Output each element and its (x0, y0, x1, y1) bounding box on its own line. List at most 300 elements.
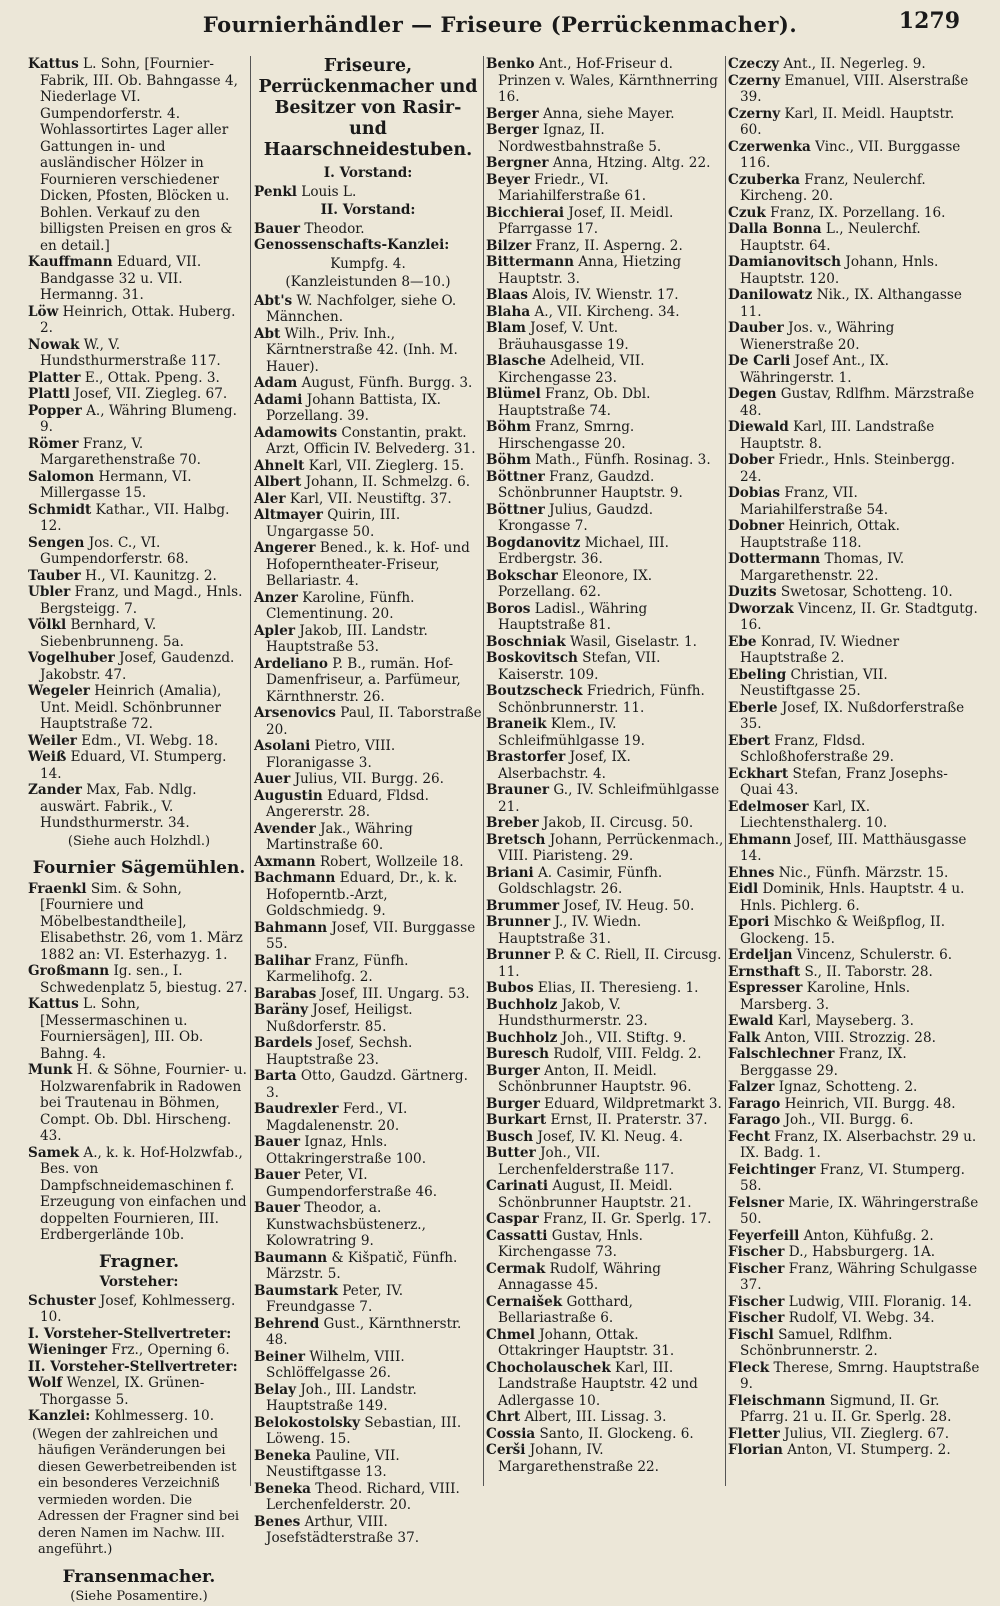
entry-surname: Degen (728, 386, 777, 402)
entry-surname: Bicchierai (486, 204, 565, 221)
entry-details: Friedr., Hnls. Steinbergg. 24. (740, 452, 955, 485)
entry-details: Johann, II. Schmelzg. 6. (301, 474, 471, 490)
entry-details: Anton, Kühfußg. 2. (799, 1227, 934, 1244)
entry-details: Hermann, VI. Millergasse 15. (40, 468, 192, 501)
entry-details: A., VII. Kircheng. 34. (530, 303, 680, 320)
directory-entry (28, 568, 250, 585)
entry-surname: Nowak (28, 336, 80, 353)
directory-entry (28, 304, 250, 337)
directory-entry (28, 1326, 250, 1343)
entry-surname: Damianovitsch (728, 254, 842, 270)
entry-details: P. B., rumän. Hof-Damenfriseur, a. Parfümeur, Kärnthnerstr. 26. (266, 655, 461, 705)
entry-details: Franz, VII. Mariahilferstraße 54. (740, 485, 889, 518)
column-rule (725, 56, 726, 1486)
directory-entry (28, 502, 250, 535)
entry-details: Michael, III. Erdbergstr. 36. (498, 534, 669, 567)
entry-surname: Edelmoser (728, 798, 809, 815)
directory-entry (254, 1349, 482, 1382)
entry-details: Arthur, VIII. Josefstädterstraße 37. (266, 1513, 420, 1546)
entry-details: Anton, II. Meidl. Schönbrunner Hauptstr. 96. (498, 1062, 692, 1095)
directory-entry (486, 749, 724, 782)
directory-entry (28, 1342, 250, 1359)
entry-details: Jakob, II. Circusg. 50. (538, 815, 694, 831)
entry-details: Johann, Perrückenmach., VIII. Piaristeng. 29. (498, 831, 724, 864)
entry-details: Jak., Währing Martinstraße 60. (266, 820, 413, 853)
entry-surname: Kattus (28, 996, 79, 1012)
entry-details: Eduard, Dr., k. k. Hofoperntb.-Arzt, Goldschmiedg. 9. (266, 870, 458, 919)
entry-surname: Sengen (28, 534, 85, 551)
entry-details: W., V. Hundsthurmerstraße 117. (40, 336, 221, 369)
entry-details: Stefan, VII. Kaiserstr. 109. (498, 650, 661, 683)
entry-details: A. Casimir, Fünfh. Goldschlagstr. 26. (498, 864, 663, 897)
directory-entry (486, 172, 724, 205)
entry-surname: Vogelhuber (28, 650, 115, 666)
entry-surname: Auer (254, 771, 291, 787)
entry-surname: Eidl (728, 881, 759, 897)
entry-surname: Czerny (728, 105, 781, 122)
entry-details: Wasil, Giselastr. 1. (565, 633, 697, 650)
entry-details: Josef, VII. Burggasse 55. (266, 919, 476, 952)
entry-surname: Bokschar (486, 567, 558, 584)
entry-surname: Ahnelt (254, 457, 305, 474)
entry-details: Kathar., VII. Halbg. 12. (40, 501, 230, 534)
entry-list (28, 1293, 250, 1425)
entry-surname: Wieninger (28, 1342, 108, 1358)
directory-entry (728, 964, 980, 981)
entry-surname: Buchholz (486, 1029, 558, 1046)
entry-surname: Czerwenka (728, 138, 811, 155)
entry-details: Johann, IV. Margarethenstraße 22. (498, 1442, 659, 1475)
entry-details: G., IV. Schleifmühlgasse 21. (498, 782, 720, 815)
entry-surname: Fischer (728, 1310, 785, 1326)
entry-surname: Chmel (486, 1326, 535, 1343)
entry-list (28, 881, 250, 1244)
entry-surname: Fecht (728, 1128, 770, 1145)
entry-details: Ant., Hof-Friseur d. Prinzen v. Wales, Kärnthnerring 16. (498, 56, 718, 105)
entry-surname: Burger (486, 1095, 540, 1112)
entry-details: Alois, IV. Wienstr. 17. (527, 287, 679, 303)
directory-entry (254, 1382, 482, 1415)
directory-entry (728, 73, 980, 106)
directory-entry (254, 870, 482, 920)
entry-surname: Adamowits (254, 424, 338, 441)
directory-entry (728, 106, 980, 139)
entry-details: Nic., Fünfh. Märzstr. 15. (774, 864, 949, 881)
column-1 (28, 56, 250, 1604)
directory-entry (728, 221, 980, 254)
entry-surname: Erdeljan (728, 947, 793, 963)
directory-entry (254, 738, 482, 771)
section-heading-friseure: Friseure, Perrückenmacher und Besitzer von Rasir- und Haarschneidestuben. (258, 56, 478, 160)
entry-details: Franz, Ob. Dbl. Hauptstraße 74. (498, 386, 651, 419)
entry-surname: Czerny (728, 72, 781, 89)
entry-surname: Apler (254, 622, 296, 639)
entry-details: Joh., III. Landstr. Hauptstraße 149. (266, 1381, 417, 1414)
kanzlei-hours: (Kanzleistunden 8—10.) (285, 274, 451, 290)
entry-surname: Boskovitsch (486, 650, 578, 666)
entry-surname: Burger (486, 1062, 540, 1079)
running-head: Fournierhändler — Friseure (Perrückenmacher). (202, 12, 798, 37)
entry-details: Pauline, VII. Neustiftgasse 13. (266, 1447, 400, 1480)
entry-surname: Balihar (254, 952, 311, 969)
entry-details: Adelheid, VII. Kirchengasse 23. (498, 353, 645, 386)
entry-details: Franz, II. Gr. Sperlg. 17. (538, 1211, 712, 1227)
directory-entry (486, 320, 724, 353)
directory-entry (254, 540, 482, 590)
entry-surname: Epori (728, 914, 770, 930)
entry-details: Anton, VI. Stumperg. 2. (782, 1442, 951, 1458)
directory-entry (28, 617, 250, 650)
entry-surname: Bergner (486, 155, 549, 171)
directory-entry (28, 56, 250, 254)
entry-surname: Chrt (486, 1409, 521, 1425)
entry-surname: Cerši (486, 1442, 526, 1458)
entry-surname: Weiß (28, 749, 67, 765)
entry-details: Franz, und Magd., Hnls. Bergsteigg. 7. (40, 584, 243, 617)
entry-details: Franz, Gaudzd. Schönbrunner Hauptstr. 9. (498, 468, 683, 501)
entry-surname: Adam (254, 375, 298, 391)
entry-details: Heinrich (Amalia), Unt. Meidl. Schönbrunner Hauptstraße 72. (40, 683, 222, 732)
entry-list (486, 56, 724, 1475)
entry-surname: Albert (254, 474, 302, 490)
entry-surname: Dobias (728, 485, 780, 501)
entry-details: Gust., Kärnthnerstr. 48. (266, 1315, 462, 1348)
entry-details: Mischko & Weißpflog, II. Glockeng. 15. (740, 914, 946, 947)
entry-surname: Bilzer (486, 237, 532, 254)
directory-entry (254, 507, 482, 540)
entry-details: Ig. sen., I. Schwedenplatz 5, biestug. 27. (40, 963, 248, 996)
directory-entry (486, 683, 724, 716)
directory-entry (486, 1294, 724, 1327)
entry-surname: Bardels (254, 1035, 313, 1051)
entry-details: Samuel, Rdlfhm. Schönbrunnerstr. 2. (740, 1326, 893, 1359)
entry-surname: Axmann (254, 853, 316, 870)
directory-entry (486, 254, 724, 287)
directory-entry (486, 997, 724, 1030)
directory-entry (728, 320, 980, 353)
entry-details: Anna, Htzing. Altg. 22. (548, 155, 711, 171)
directory-entry (254, 1250, 482, 1283)
directory-entry (28, 782, 250, 832)
directory-entry (728, 452, 980, 485)
entry-surname: Farago (728, 1095, 781, 1112)
directory-entry (254, 821, 482, 854)
directory-entry (486, 502, 724, 535)
entry-details: Sigmund, II. Gr. Pfarrg. 21 u. II. Gr. Sperlg. 28. (740, 1392, 952, 1425)
entry-surname: Aler (254, 490, 286, 507)
entry-surname: Ardeliano (254, 655, 328, 672)
entry-details: Otto, Gaudzd. Gärtnerg. 3. (266, 1068, 468, 1101)
entry-details: Theodor, a. Kunstwachsbüstenerz., Kolowratring 9. (266, 1200, 426, 1249)
directory-entry (486, 650, 724, 683)
entry-surname: Ehmann (728, 831, 792, 848)
entry-surname: Blaha (486, 303, 531, 320)
entry-surname: Bauer (254, 1167, 300, 1183)
directory-entry (254, 326, 482, 376)
directory-entry (728, 865, 980, 882)
entry-surname: Buresch (486, 1046, 549, 1062)
vorstand-1-entry: Penkl Louis L. (254, 183, 357, 200)
directory-entry (254, 425, 482, 458)
entry-list (254, 293, 482, 1547)
entry-details: Heinrich, Ottak. Hauptstraße 118. (740, 518, 900, 551)
entry-details: Karl, II. Meidl. Hauptstr. 60. (740, 105, 955, 138)
directory-entry (254, 293, 482, 326)
directory-entry (486, 238, 724, 255)
directory-entry (486, 1178, 724, 1211)
directory-entry (486, 914, 724, 947)
entry-details: Nik., IX. Althangasse 11. (740, 287, 962, 320)
entry-surname: Abt's (254, 292, 293, 309)
directory-entry (486, 1145, 724, 1178)
entry-details: Eduard, VI. Stumperg. 14. (40, 749, 227, 782)
directory-entry (728, 733, 980, 766)
directory-entry (486, 535, 724, 568)
entry-details: Thomas, IV. Margarethenstr. 22. (740, 551, 905, 584)
entry-details: Johann, Ottak. Ottakringer Hauptstr. 31. (498, 1326, 675, 1359)
entry-surname: Bretsch (486, 831, 546, 848)
entry-details: Karl, VII. Zieglerg. 15. (304, 457, 465, 474)
directory-entry (728, 386, 980, 419)
directory-entry (728, 1426, 980, 1443)
page-header (0, 0, 1000, 48)
entry-surname: Adami (254, 391, 303, 408)
entry-details: Konrad, IV. Wiedner Hauptstraße 2. (740, 633, 900, 666)
entry-surname: Blaas (486, 287, 528, 303)
directory-entry (254, 705, 482, 738)
entry-details: Marie, IX. Währingerstraße 50. (740, 1194, 979, 1227)
cross-reference-note: (Siehe Posamentire.) (70, 1589, 208, 1604)
directory-entry (486, 1261, 724, 1294)
entry-details: S., II. Taborstr. 28. (800, 963, 933, 980)
directory-entry (728, 139, 980, 172)
directory-entry (486, 1046, 724, 1063)
entry-surname: Avender (254, 820, 316, 837)
directory-entry (28, 254, 250, 304)
entry-details: Josef, IX. Alserbachstr. 4. (498, 749, 631, 782)
entry-surname: Feyerfeill (728, 1227, 800, 1244)
entry-surname: Bauer (254, 1200, 300, 1216)
entry-details: Santo, II. Glockeng. 6. (535, 1425, 694, 1442)
entry-details: Wilh., Priv. Inh., Kärntnerstraße 42. (Inh. M. Hauer). (266, 325, 458, 375)
entry-surname: Duzits (728, 584, 777, 600)
entry-surname: Fraenkl (28, 880, 87, 897)
entry-surname: Behrend (254, 1315, 320, 1332)
directory-entry (28, 403, 250, 436)
directory-entry (28, 1359, 250, 1376)
directory-entry (254, 1514, 482, 1547)
entry-surname: Römer (28, 435, 79, 452)
directory-entry (254, 392, 482, 425)
directory-entry (728, 1030, 980, 1047)
entry-details: Josef, IX. Nußdorferstraße 35. (740, 699, 965, 732)
directory-entry (486, 155, 724, 172)
entry-surname: Belay (254, 1381, 297, 1398)
entry-details: Robert, Wollzeile 18. (315, 853, 464, 870)
entry-details: Julius, VII. Burgg. 26. (290, 771, 444, 787)
entry-details: Quirin, III. Ungargasse 50. (266, 507, 401, 540)
entry-details: L., Neulerchf. Hauptstr. 64. (740, 221, 921, 254)
entry-details: Josef Ant., IX. Währingerstr. 1. (740, 353, 889, 386)
entry-details: Jos. v., Währing Wienerstraße 20. (740, 320, 895, 353)
entry-surname: Dworzak (728, 600, 794, 617)
directory-entry (486, 353, 724, 386)
entry-details: Anna, siehe Mayer. (538, 105, 675, 122)
entry-surname: Eberle (728, 699, 778, 716)
directory-entry (254, 1316, 482, 1349)
entry-surname: Abt (254, 325, 281, 342)
directory-entry (728, 1310, 980, 1327)
entry-surname: Cassatti (486, 1227, 548, 1244)
entry-details: Heinrich, VII. Burgg. 48. (780, 1095, 956, 1112)
directory-entry (254, 1134, 482, 1167)
directory-entry (728, 667, 980, 700)
entry-details: Therese, Smrng. Hauptstraße 9. (740, 1359, 980, 1392)
directory-entry (486, 1409, 724, 1426)
entry-details: Albert, III. Lissag. 3. (520, 1409, 667, 1425)
entry-surname: Eckhart (728, 765, 789, 782)
entry-details: Jakob, III. Landstr. Hauptstraße 53. (266, 622, 428, 655)
entry-surname: Weiler (28, 732, 77, 749)
entry-details: Ignaz, II. Nordwestbahnstraße 5. (498, 122, 662, 155)
entry-surname: Felsner (728, 1194, 785, 1211)
entry-details: Julius, VII. Zieglerg. 67. (779, 1425, 950, 1442)
entry-surname: Brunner (486, 914, 551, 930)
directory-entry (486, 205, 724, 238)
directory-entry (28, 436, 250, 469)
directory-entry (728, 287, 980, 320)
directory-entry (728, 832, 980, 865)
directory-entry (254, 1068, 482, 1101)
entry-surname: Czeczy (728, 56, 780, 72)
entry-details: Math., Fünfh. Rosinag. 3. (530, 452, 711, 468)
directory-entry (486, 832, 724, 865)
entry-details: Vinc., VII. Burggasse 116. (740, 138, 961, 171)
directory-entry (728, 551, 980, 584)
entry-details: Josef, Gaudenzd. Jakobstr. 47. (40, 650, 235, 683)
entry-details: W. Nachfolger, siehe O. Männchen. (266, 292, 457, 325)
entry-surname: Baumann (254, 1249, 328, 1266)
directory-entry (254, 986, 482, 1003)
entry-surname: Cossia (486, 1425, 536, 1442)
entry-surname: Ehnes (728, 864, 775, 881)
entry-details: Friedr., VI. Mariahilferstraße 61. (498, 171, 647, 204)
directory-entry (254, 920, 482, 953)
entry-details: Emanuel, VIII. Alserstraße 39. (740, 72, 969, 105)
directory-entry (28, 1145, 250, 1244)
entry-surname: Beneka (254, 1480, 311, 1497)
directory-entry (28, 963, 250, 996)
entry-details: H. & Söhne, Fournier- u. Holzwarenfabrik in Radowen bei Trautenau in Böhmen, Compt. Ob. Dbl. Hirscheng. 43. (40, 1062, 247, 1144)
entry-surname: De Carli (728, 353, 791, 369)
entry-details: Karoline, Hnls. Marsberg. 3. (740, 980, 911, 1013)
entry-surname: Dauber (728, 320, 784, 336)
directory-entry (728, 1013, 980, 1030)
entry-surname: Fischl (728, 1326, 774, 1343)
entry-details: Franz, Fünfh. Karmelihofg. 2. (266, 952, 409, 985)
directory-entry (728, 1162, 980, 1195)
entry-details: Wilhelm, VIII. Schlöffelgasse 26. (266, 1348, 405, 1381)
directory-entry (728, 353, 980, 386)
entry-details: Karl, IX. Liechtensthalerg. 10. (740, 798, 888, 831)
entry-surname: Großmann (28, 963, 110, 979)
directory-entry (728, 1442, 980, 1459)
entry-details: Josef, Kohlmesserg. 10. (40, 1292, 236, 1325)
directory-entry (728, 799, 980, 832)
entry-surname: Zander (28, 782, 82, 798)
directory-entry (254, 1035, 482, 1068)
directory-entry (728, 1393, 980, 1426)
entry-details: Wenzel, IX. Grünen-Thorgasse 5. (40, 1375, 205, 1408)
directory-entry (486, 634, 724, 651)
entry-details: Josef, III. Matthäusgasse 14. (740, 831, 967, 864)
entry-surname: Benko (486, 56, 535, 72)
entry-details: P. & C. Riell, II. Circusg. 11. (498, 947, 722, 980)
directory-entry (254, 771, 482, 788)
directory-entry (486, 1211, 724, 1228)
entry-details: Pietro, VIII. Floranigasse 3. (266, 738, 396, 771)
directory-entry (254, 788, 482, 821)
directory-entry (28, 881, 250, 964)
directory-entry (486, 815, 724, 832)
entry-surname: Kanzlei: (28, 1408, 91, 1424)
entry-details: Ludwig, VIII. Floranig. 14. (784, 1293, 972, 1310)
directory-entry (486, 947, 724, 980)
directory-entry (486, 106, 724, 123)
entry-details: Karl, III. Landstraße Hauptstr. 42 und Adlergasse 10. (498, 1359, 698, 1409)
directory-entry (486, 1096, 724, 1113)
column-rule (250, 56, 251, 1486)
directory-entry (486, 568, 724, 601)
directory-entry (728, 766, 980, 799)
directory-entry (728, 254, 980, 287)
entry-details: Edm., VI. Webg. 18. (76, 732, 219, 749)
entry-details: Eleonore, IX. Porzellang. 62. (498, 567, 653, 600)
entry-surname: Baräny (254, 1002, 309, 1018)
directory-entry (486, 469, 724, 502)
directory-entry (728, 634, 980, 667)
directory-entry (486, 1129, 724, 1146)
entry-surname: Plattl (28, 386, 70, 402)
entry-details: Dominik, Hnls. Hauptstr. 4 u. Hnls. Pichlerg. 6. (740, 881, 965, 914)
entry-surname: Böhm (486, 452, 531, 468)
column-2 (254, 56, 482, 1546)
entry-surname: Beneka (254, 1447, 311, 1464)
entry-surname: Munk (28, 1062, 73, 1078)
vorstand-1-label: I. Vorstand: (323, 165, 413, 181)
entry-surname: Brauner (486, 782, 550, 798)
directory-entry (254, 1002, 482, 1035)
entry-surname: Carinati (486, 1178, 549, 1194)
entry-details: Josef, II. Meidl. Pfarrgasse 17. (498, 204, 674, 237)
entry-details: Franz, II. Asperng. 2. (531, 237, 683, 254)
directory-entry (728, 1294, 980, 1311)
entry-surname: Farago (728, 1112, 781, 1128)
directory-entry (254, 1448, 482, 1481)
entry-surname: Völkl (28, 617, 67, 633)
entry-surname: Blasche (486, 353, 546, 369)
directory-entry (486, 287, 724, 304)
entry-surname: Angerer (254, 540, 316, 556)
entry-details: Gustav, Rdlfhm. Märzstraße 48. (740, 386, 975, 419)
entry-surname: Berger (486, 105, 539, 122)
directory-entry (486, 1360, 724, 1410)
entry-list (28, 56, 250, 832)
entry-surname: Blümel (486, 386, 541, 402)
entry-details: Johann, Hnls. Hauptstr. 120. (740, 254, 939, 287)
entry-details: Franz, VI. Stumperg. 58. (740, 1161, 965, 1194)
column-4 (728, 56, 980, 1486)
